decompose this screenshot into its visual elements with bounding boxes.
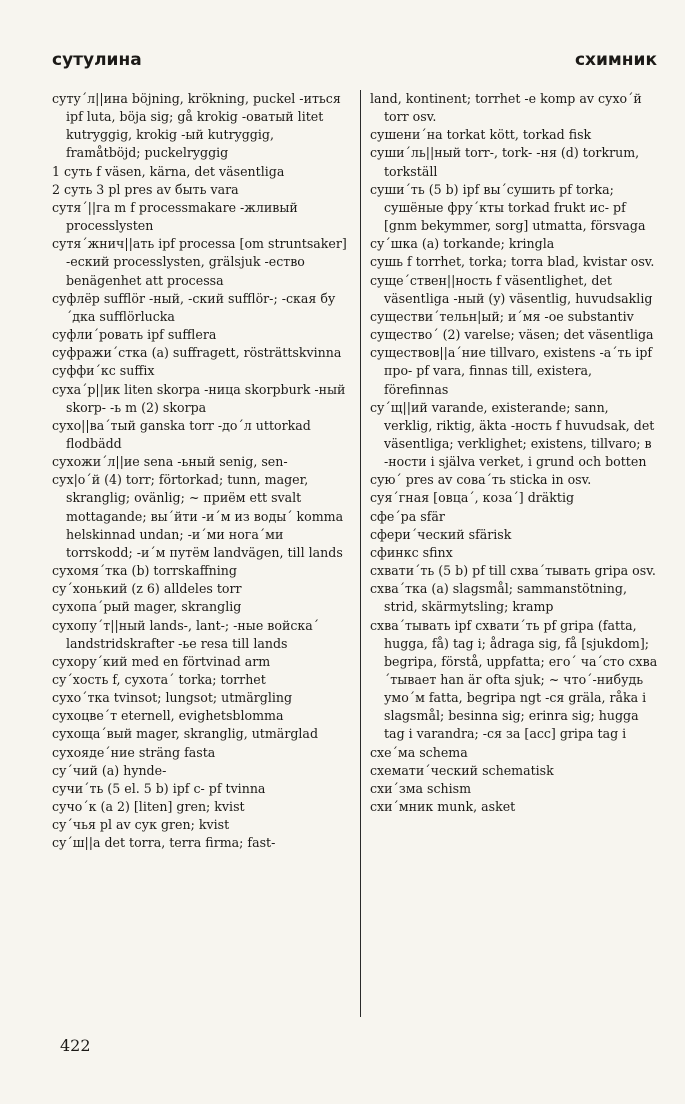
- dictionary-entry: сучи´ть (5 el. 5 b) ipf с- pf tvinna: [52, 780, 266, 796]
- dictionary-entry: суффи´кс suffix: [52, 363, 155, 379]
- dictionary-entry: сухояде´ние sträng fasta: [52, 744, 216, 760]
- header-left-guideword: сутулина: [52, 50, 142, 70]
- right-column: [370, 90, 660, 816]
- dictionary-entry: сутя´||га m f processmakare -жливый processlysten: [52, 199, 298, 234]
- dictionary-entry: сушени´на torkat kött, torkad fisk: [370, 127, 592, 143]
- dictionary-entry: сухоцве´т eternell, evighetsblomma: [52, 708, 284, 724]
- dictionary-entry: схи´зма schism: [370, 780, 472, 796]
- dictionary-entry: существов||а´ние tillvaro, existens -а´ть ipf про- pf vara, finnas till, existera, förefinnas: [370, 345, 653, 397]
- dictionary-entry: существи´тельн|ый; и´мя -ое substantiv: [370, 308, 634, 324]
- dictionary-entry: суфлёр sufflör -ный, -ский sufflör-; -ская бу´дка sufflörlucka: [52, 290, 336, 324]
- dictionary-entry: сухо´тка tvinsot; lungsot; utmärgling: [52, 690, 293, 706]
- dictionary-entry: суще´ствен||ность f väsentlighet, det väsentliga -ный (y) väsentlig, huvudsaklig: [370, 272, 653, 306]
- dictionary-entry: схва´тка (a) slagsmål; sammanstötning, strid, skärmytsling; kramp: [370, 581, 627, 615]
- dictionary-entry: суха´р||ик liten skorpa -ница skorpburk -ный skorp- -ь m (2) skorpa: [52, 381, 346, 415]
- dictionary-entry: сухопу´т||ный lands-, lant-; -ные войска´ landstridskrafter -ье resa till lands: [52, 617, 320, 651]
- dictionary-entry: сухомя´тка (b) torrskaffning: [52, 563, 237, 579]
- dictionary-entry: 1 суть f väsen, kärna, det väsentliga: [52, 163, 285, 179]
- dictionary-entry: су´чья pl av сук gren; kvist: [52, 817, 230, 833]
- page-number: 422: [60, 1036, 91, 1055]
- dictionary-entry: сухопа´рый mager, skranglig: [52, 599, 242, 615]
- running-header: [52, 50, 657, 76]
- dictionary-entry: сутя´жнич||ать ipf processa [om struntsaker] -еский processlysten, grälsjuk -ество benägenhet att processa: [52, 236, 347, 288]
- dictionary-entry: суши´ль||ный torr-, tork- -ня (d) torkrum, torkställ: [370, 145, 640, 179]
- column-divider: [360, 90, 361, 1017]
- dictionary-entry: схе´ма schema: [370, 744, 468, 760]
- header-right-guideword: схимник: [574, 50, 657, 70]
- dictionary-entry: сухору´кий med en förtvinad arm: [52, 653, 271, 669]
- dictionary-entry: существо´ (2) varelse; väsen; det väsentliga: [370, 327, 654, 343]
- dictionary-entry: сухожи´л||ие sena -ьный senig, sen-: [52, 454, 288, 470]
- dictionary-entry: схемати´ческий schematisk: [370, 762, 554, 778]
- dictionary-entry: схвати´ть (5 b) pf till схва´тывать gripa osv.: [370, 563, 656, 579]
- dictionary-entry: схи´мник munk, asket: [370, 799, 516, 815]
- dictionary-entry: су´щ||ий varande, existerande; sann, verklig, riktig, äkta -ность f huvudsak, det väsentliga; verklighet; existens, tillvaro; в -ности i själva verket, i grund och botten: [370, 399, 655, 470]
- dictionary-entry: сучо´к (a 2) [liten] gren; kvist: [52, 799, 245, 815]
- left-column: [52, 90, 352, 853]
- dictionary-entry: су´хость f, сухота´ torka; torrhet: [52, 672, 266, 687]
- dictionary-entry: 2 суть 3 pl pres av быть vara: [52, 181, 239, 197]
- dictionary-entry: су´шка (a) torkande; kringla: [370, 236, 555, 252]
- dictionary-entry: сую´ pres av сова´ть sticka in osv.: [370, 472, 592, 488]
- dictionary-entry: сфери´ческий sfärisk: [370, 526, 512, 542]
- dictionary-entry: суфражи´стка (a) suffragett, rösträttskvinna: [52, 345, 342, 361]
- dictionary-entry: сухо||ва´тый ganska torr -до´л uttorkad flodbädd: [52, 417, 311, 451]
- dictionary-entry: сух|о´й (4) torr; förtorkad; tunn, mager, skranglig; ovänlig; ~ приём ett svalt mottagande; вы´йти -и´м из воды´ komma helskinnad undan; -и´ми нога´ми torrskodd; -и´м путём landvägen, till lands: [52, 472, 344, 560]
- dictionary-entry: суфли´ровать ipf sufflera: [52, 327, 217, 343]
- dictionary-entry: сфе´ра sfär: [370, 508, 445, 524]
- dictionary-entry: land, kontinent; torrhet -е komp av сухо´й torr osv.: [370, 91, 642, 125]
- dictionary-entry: суя´гная [овца´, коза´] dräktig: [370, 490, 575, 506]
- dictionary-entry: су´ш||а det torra, terra firma; fast-: [52, 835, 276, 851]
- dictionary-entry: сушь f torrhet, torka; torra blad, kvistar osv.: [370, 254, 655, 270]
- dictionary-entry: схва´тывать ipf схвати´ть pf gripa (fatta, hugga, få) tag i; ådraga sig, få [sjukdom]; begripa, förstå, uppfatta; его´ ча´сто схва´тывает han är ofta sjuk; ~ что´-нибудь умо´м fatta, begripa ngt -ся gräla, råka i slagsmål; besinna sig; erinra sig; hugga tag i varandra; -ся за [acc] gripa tag i: [370, 617, 658, 742]
- dictionary-entry: суту´л||ина böjning, krökning, puckel -иться ipf luta, böja sig; gå krokig -оватый litet kutryggig, krokig -ый kutryggig, framåtböjd; puckelryggig: [52, 91, 341, 161]
- dictionary-entry: суши´ть (5 b) ipf вы´сушить pf torka; сушёные фру´кты torkad frukt ис- pf [gnm bekymmer, sorg] utmatta, försvaga: [370, 181, 646, 234]
- dictionary-entry: су´хонький (z 6) alldeles torr: [52, 581, 242, 597]
- dictionary-entry: су´чий (a) hynde-: [52, 762, 167, 778]
- dictionary-entry: сфинкс sfinx: [370, 544, 453, 560]
- dictionary-entry: сухоща´вый mager, skranglig, utmärglad: [52, 726, 318, 742]
